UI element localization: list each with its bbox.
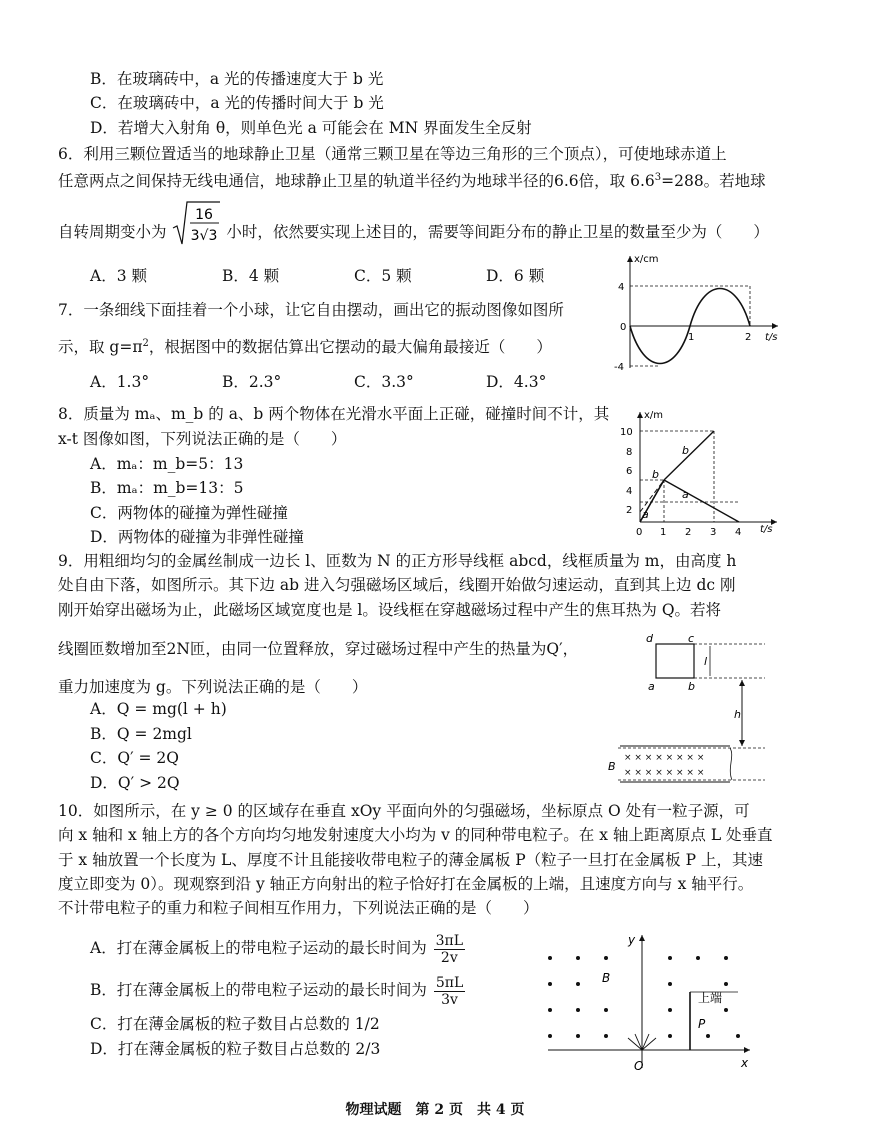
- q8-xtick-0: 0: [636, 527, 643, 538]
- q10-option-d: D．打在薄金属板的粒子数目占总数的 2/3: [90, 1040, 381, 1058]
- svg-text:d: d: [646, 632, 653, 645]
- q8-option-a: A．mₐ：m_b=5：13: [90, 455, 244, 473]
- svg-text:16: 16: [195, 207, 214, 223]
- q8-xtick-2: 2: [685, 527, 692, 538]
- q7-xtick-2: 2: [745, 332, 752, 343]
- q5-option-d: D．若增大入射角 θ，则单色光 a 可能会在 MN 界面发生全反射: [90, 119, 532, 137]
- q9-line4: 线圈匝数增加至2N匝，由同一位置释放，穿过磁场过程中产生的热量为Q′，: [58, 640, 579, 658]
- q10-option-b: B．打在薄金属板上的带电粒子运动的最长时间为 $\frac{5\pi L}{3v}$: [90, 974, 464, 1008]
- q6-option-d: D．6 颗: [486, 267, 545, 285]
- q9-square-coil: [656, 644, 694, 678]
- q8-label-b1: b: [652, 468, 659, 481]
- svg-text:l: l: [704, 655, 708, 668]
- q7-line1: 7．一条细线下面挂着一个小球，让它自由摆动，画出它的振动图像如图所: [58, 301, 564, 319]
- q6-option-c: C．5 颗: [354, 267, 412, 285]
- q7-option-c: C．3.3°: [354, 373, 414, 391]
- q9-option-a: A．Q = mg(l + h): [90, 700, 227, 718]
- q8-label-a2: a: [642, 508, 649, 521]
- sqrt-expression: [171, 200, 221, 266]
- svg-text:上端: 上端: [698, 991, 723, 1005]
- q6-line2: 任意两点之间保持无线电通信，地球静止卫星的轨道半径约为地球半径的6.6倍，取 $6.6^3=288$。若地球: [58, 172, 766, 191]
- q8-xlabel: t/s: [760, 524, 773, 535]
- q7-option-b: B．2.3°: [222, 373, 282, 391]
- q7-oscillation-graph: [600, 250, 785, 375]
- q10-magnetic-field-figure: [538, 930, 763, 1075]
- q10-line2: 向 x 轴和 x 轴上方的各个方向均匀地发射速度大小均为 v 的同种带电粒子。在 x 轴上距离原点 L 处垂直: [58, 826, 773, 844]
- q9-option-d: D．Q′ > 2Q: [90, 774, 180, 792]
- q9-line2: 处自由下落，如图所示。其下边 ab 进入匀强磁场区域后，线圈开始做匀速运动，直到其上边 dc 刚: [58, 576, 736, 594]
- svg-text:b: b: [688, 680, 695, 693]
- svg-text:× × × × × × × ×: × × × × × × × ×: [624, 768, 705, 778]
- q8-xtick-4: 4: [735, 527, 742, 538]
- q8-ytick-10: 10: [620, 427, 633, 438]
- q8-ytick-2: 2: [626, 505, 633, 516]
- q6-option-a: A．3 颗: [90, 267, 147, 285]
- q8-ytick-6: 6: [626, 466, 633, 477]
- q10-option-a: A．打在薄金属板上的带电粒子运动的最长时间为 $\frac{3\pi L}{2v}$: [90, 932, 464, 966]
- svg-text:3√3: 3√3: [191, 228, 218, 244]
- q8-line1: 8．质量为 mₐ、m_b 的 a、b 两个物体在光滑水平面上正碰，碰撞时间不计，其: [58, 405, 610, 423]
- q7-ytick-neg4: -4: [614, 362, 624, 373]
- q9-option-b: B．Q = 2mgl: [90, 725, 192, 743]
- svg-text:O: O: [634, 1059, 644, 1073]
- q6-option-b: B．4 颗: [222, 267, 280, 285]
- svg-text:x: x: [741, 1056, 749, 1070]
- svg-text:a: a: [648, 680, 655, 693]
- q8-line-a-after: [664, 480, 739, 522]
- q10-line3: 于 x 轴放置一个长度为 L、厚度不计且能接收带电粒子的薄金属板 P（粒子一旦打在金属板 P 上，其速: [58, 851, 763, 869]
- q6-line1: 6．利用三颗位置适当的地球静止卫星（通常三颗卫星在等边三角形的三个顶点），可使地球赤道上: [58, 145, 727, 163]
- q7-xlabel: t/s: [765, 332, 778, 343]
- svg-text:× × × × × × × ×: × × × × × × × ×: [624, 753, 705, 763]
- q9-coil-figure: [600, 628, 770, 793]
- q9-option-c: C．Q′ = 2Q: [90, 749, 179, 767]
- q9-line1: 9．用粗细均匀的金属丝制成一边长 l、匝数为 N 的正方形导线框 abcd，线框质量为 m，由高度 h: [58, 552, 737, 570]
- q8-xtick-1: 1: [660, 527, 667, 538]
- svg-text:B: B: [608, 760, 616, 773]
- q7-ylabel: x/cm: [634, 254, 659, 265]
- q8-option-d: D．两物体的碰撞为非弹性碰撞: [90, 528, 304, 546]
- q9-line5: 重力加速度为 g。下列说法正确的是（ ）: [58, 678, 368, 696]
- q7-xtick-1: 1: [688, 332, 695, 343]
- q8-option-b: B．mₐ：m_b=13：5: [90, 479, 244, 497]
- svg-text:c: c: [688, 632, 695, 645]
- q8-xt-graph: [612, 408, 792, 543]
- q8-label-b2: b: [682, 444, 689, 457]
- q6-line3: 自转周期变小为 16 3√3 小时，依然要实现上述目的，需要等间距分布的静止卫星的数量至少为（ ）: [58, 200, 769, 266]
- svg-text:P: P: [698, 1017, 706, 1031]
- q8-option-c: C．两物体的碰撞为弹性碰撞: [90, 504, 288, 522]
- q8-line-b-after: [664, 431, 714, 480]
- q8-label-a1: a: [682, 488, 689, 501]
- q8-xtick-3: 3: [710, 527, 717, 538]
- q10-line5: 不计带电粒子的重力和粒子间相互作用力，下列说法正确的是（ ）: [58, 899, 539, 917]
- q8-ytick-8: 8: [626, 447, 633, 458]
- q10-line4: 度立即变为 0）。现观察到沿 y 轴正方向射出的粒子恰好打在金属板的上端，且速度方向与 x 轴平行。: [58, 875, 754, 893]
- q10-line1: 10．如图所示，在 y ≥ 0 的区域存在垂直 xOy 平面向外的匀强磁场，坐标原点 O 处有一粒子源，可: [58, 802, 750, 820]
- svg-text:y: y: [628, 933, 636, 947]
- q5-option-c: C．在玻璃砖中，a 光的传播时间大于 b 光: [90, 94, 384, 112]
- svg-text:B: B: [602, 971, 611, 985]
- q10-option-c: C．打在薄金属板的粒子数目占总数的 1/2: [90, 1015, 380, 1033]
- q5-option-b: B．在玻璃砖中，a 光的传播速度大于 b 光: [90, 70, 384, 88]
- q9-line3: 刚开始穿出磁场为止，此磁场区域宽度也是 l。设线框在穿越磁场过程中产生的焦耳热为 Q。若将: [58, 601, 722, 619]
- q8-line2: x-t 图像如图，下列说法正确的是（ ）: [58, 430, 347, 448]
- q7-ytick-4: 4: [618, 282, 625, 293]
- svg-text:h: h: [734, 708, 741, 721]
- q7-ytick-0: 0: [620, 322, 627, 333]
- q7-option-a: A．1.3°: [90, 373, 150, 391]
- q7-option-d: D．4.3°: [486, 373, 547, 391]
- q8-ylabel: x/m: [644, 410, 664, 421]
- sqrt-sign: [171, 200, 221, 246]
- q7-line2: 示，取 $g=\pi^2$，根据图中的数据估算出它摆动的最大偏角最接近（ ）: [58, 338, 552, 357]
- q8-ytick-4: 4: [626, 486, 633, 497]
- page-footer: 物理试题 第 2 页 共 4 页: [345, 1102, 525, 1118]
